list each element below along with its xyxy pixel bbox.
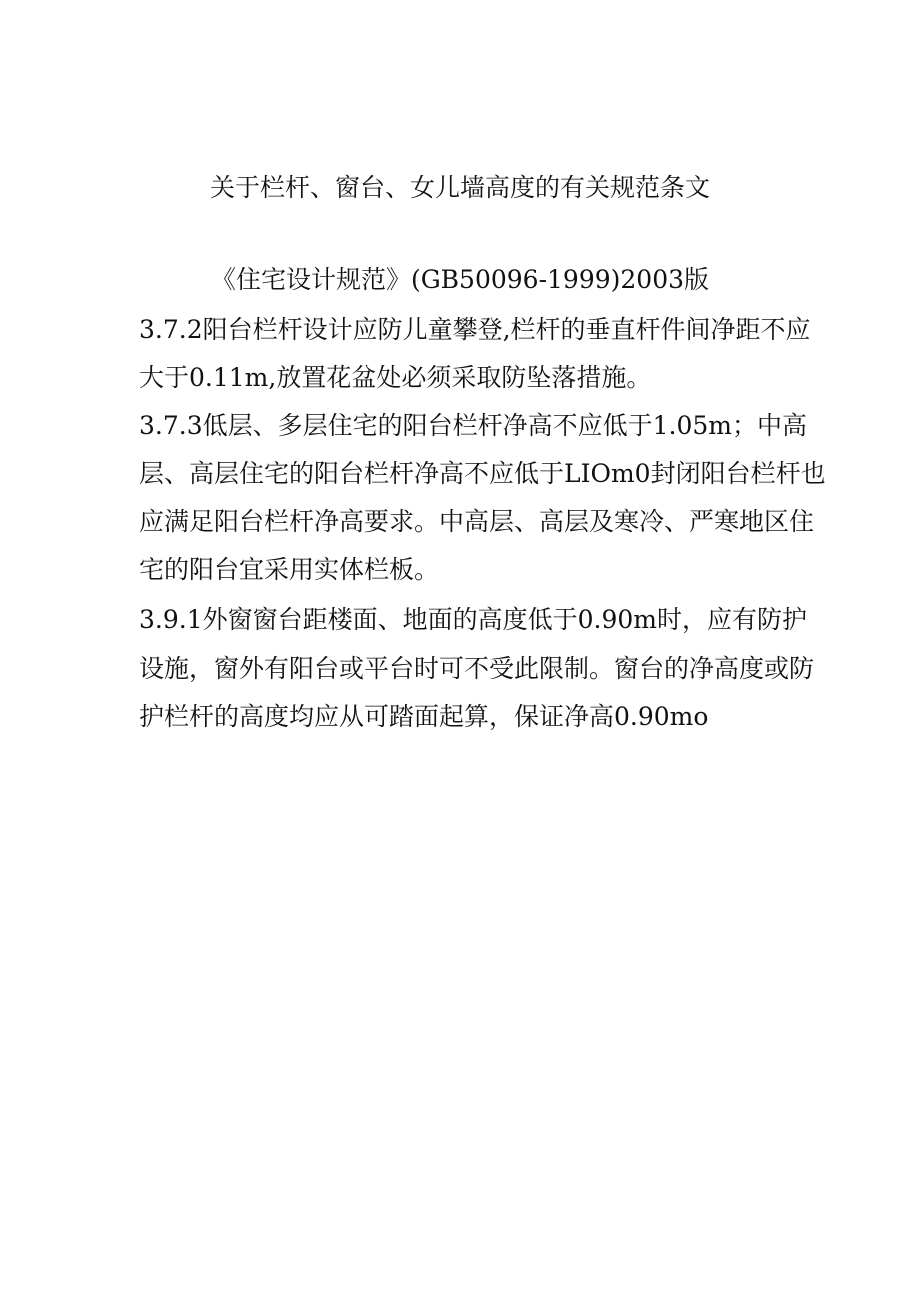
clause-3-7-3-line-3: 应满足阳台栏杆净高要求。中高层、高层及寒冷、严寒地区住 (139, 507, 815, 536)
clause-3-9-1-line-1: 3.9.1外窗窗台距楼面、地面的高度低于0.90m时，应有防护 (139, 605, 807, 634)
clause-3-7-3-line-1: 3.7.3低层、多层住宅的阳台栏杆净高不应低于1.05m；中高 (139, 411, 807, 440)
clause-3-9-1-line-3: 护栏杆的高度均应从可踏面起算，保证净高0.90mo (139, 702, 709, 731)
clause-3-9-1-line-2: 设施，窗外有阳台或平台时可不受此限制。窗台的净高度或防 (139, 654, 815, 683)
clause-3-7-3-line-4: 宅的阳台宜采用实体栏板。 (139, 555, 440, 584)
clause-3-7-2-line-2: 大于0.11m,放置花盆处必须采取防坠落措施。 (139, 363, 652, 392)
document-subtitle: 《住宅设计规范》(GB50096-1999)2003版 (210, 265, 710, 294)
clause-3-7-2-line-1: 3.7.2阳台栏杆设计应防儿童攀登,栏杆的垂直杆件间净距不应 (139, 315, 811, 344)
document-title: 关于栏杆、窗台、女儿墙高度的有关规范条文 (209, 173, 710, 202)
clause-3-7-3-line-2: 层、高层住宅的阳台栏杆净高不应低于LIOm0封闭阳台栏杆也 (139, 459, 826, 488)
